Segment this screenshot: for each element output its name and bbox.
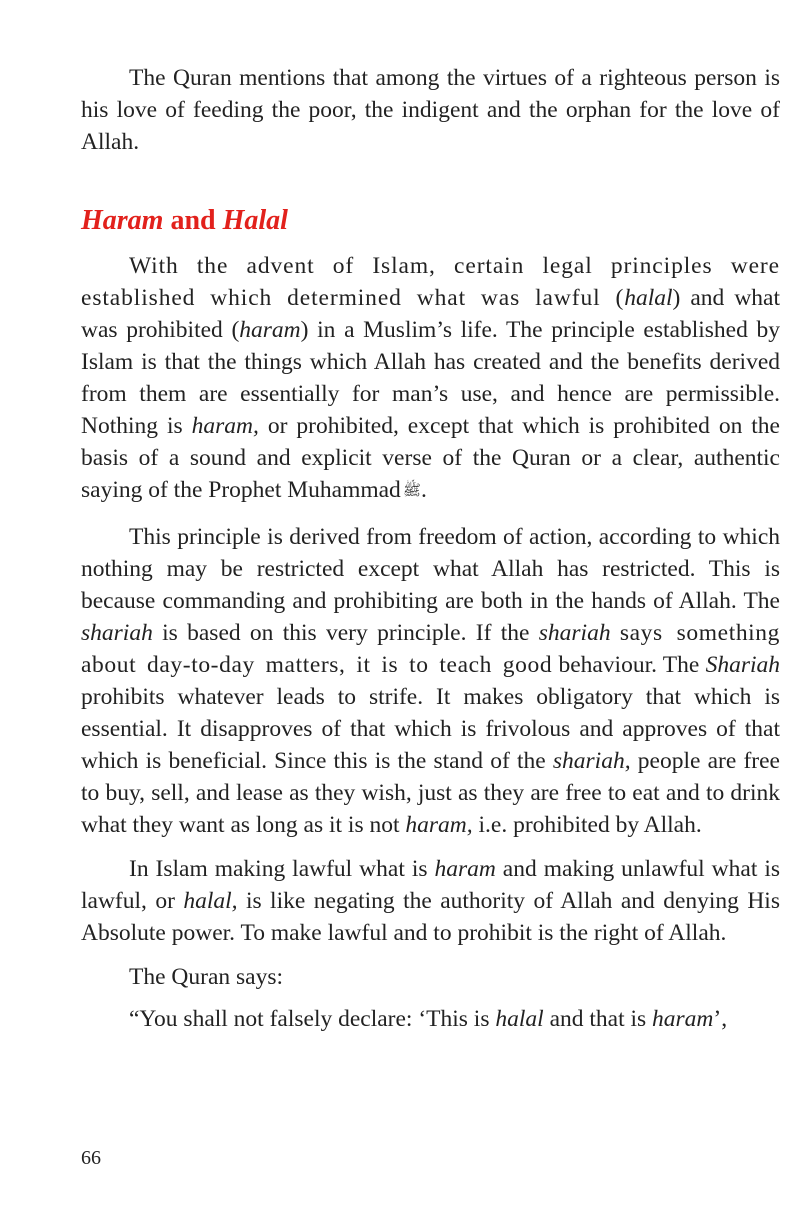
page-content [81, 62, 780, 1035]
p5-text-2: and that is [543, 1006, 653, 1032]
p4-text: The Quran says: [129, 964, 284, 990]
p1-halal-term: halal [624, 285, 673, 311]
p1-haram-term: haram [239, 317, 301, 343]
paragraph-quote [81, 1003, 780, 1035]
p2-text-7: i.e. prohibited by Allah. [472, 812, 702, 838]
p2-text-1: This principle is derived from freedom of action, according to which nothing may be restricted except what Allah has restricted. This is because commanding and prohibiting are both in the hands of Allah. The [81, 524, 780, 614]
p1-text-4: or prohibited, except that which is prohibited on the basis of a sound and explicit verse of the Quran or a clear, authentic saying of the Prophet Muhammad [81, 413, 780, 503]
p2-shariah-2: shariah [538, 620, 611, 646]
pbuh-glyph: ﷺ [402, 483, 421, 499]
p1-text-3: ) in a Muslim’s life. The principle established by Islam is that the things which Allah has created and the benefits derived from them are essentially for man’s use, and hence are permissible. Nothing is [81, 317, 780, 439]
p1-haram-term-2: haram, [191, 413, 259, 439]
heading-haram: Haram [81, 205, 164, 236]
p5-text-3: ’, [713, 1006, 728, 1032]
p1-end: . [420, 477, 427, 503]
p3-haram-term: haram [434, 856, 496, 882]
p2-shariah-3: Shariah [705, 652, 780, 678]
paragraph-freedom [81, 521, 780, 841]
p2-text-5: prohibits whatever leads to strife. It makes obligatory that which is essential. It disapproves of that which is frivolous and approves of that which is beneficial. Since this is the stand of the [81, 684, 780, 774]
intro-paragraph [81, 62, 780, 158]
p2-text-6: people are free to buy, sell, and lease as they wish, just as they are free to eat and to drink what they want as long as it is not [81, 748, 780, 838]
page-number: 66 [81, 1147, 101, 1169]
p2-shariah-1: shariah [81, 620, 153, 646]
p2-says-line: says something about day-to-day matters, it is to teach good [81, 620, 780, 678]
heading-and: and [163, 205, 223, 236]
p1-text-1: With the advent of Islam, certain legal principles were established which determined what was lawful ( [81, 253, 780, 311]
p2-text-2: is based on this very principle. If the [152, 620, 539, 646]
p2-text-4: behaviour. The [552, 652, 706, 678]
p5-haram-term: haram [652, 1006, 714, 1032]
p2-haram-term: haram, [405, 812, 473, 838]
paragraph-lawful [81, 853, 780, 949]
p3-text-3: is like negating the authority of Allah and denying His Absolute power. To make lawful and to prohibit is the right of Allah. [81, 888, 780, 946]
p3-halal-term: halal, [183, 888, 238, 914]
p5-halal-term: halal [495, 1006, 544, 1032]
p3-text-1: In Islam making lawful what is [129, 856, 435, 882]
heading-halal: Halal [222, 205, 288, 236]
paragraph-quran-says [81, 961, 780, 993]
p3-text-2: and making unlawful what is lawful, or [81, 856, 780, 914]
p1-text-2: ) and what was prohibited ( [81, 285, 781, 343]
p5-text-1: “You shall not falsely declare: ‘This is [129, 1006, 496, 1032]
p2-text-3 [611, 620, 620, 646]
intro-text: The Quran mentions that among the virtues of a righteous person is his love of feeding the poor, the indigent and the orphan for the love of Allah. [81, 65, 780, 155]
p2-shariah-4: shariah, [552, 748, 631, 774]
section-heading [81, 204, 780, 238]
paragraph-advent [81, 250, 780, 507]
